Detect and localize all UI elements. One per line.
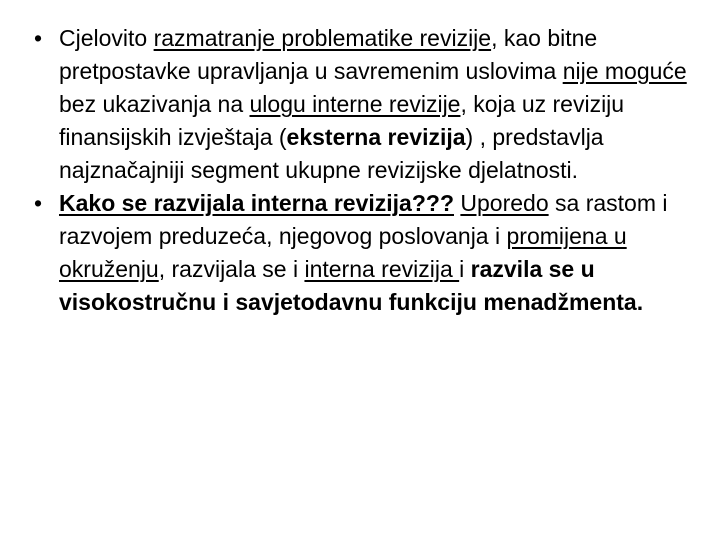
text-run: ) , predstavlja najznačajniji segment ukupne revizijske djelatnosti. [59,124,604,183]
bullet-icon: • [33,190,43,216]
bullet-text [59,25,687,183]
question-heading: Kako se razvijala interna revizija??? [59,190,454,216]
underlined-phrase: interna revizija [304,256,460,282]
bullet-text [59,190,668,315]
text-run: Cjelovito [59,25,154,51]
underlined-phrase: razmatranje problematike revizije [153,25,492,51]
underlined-phrase: Uporedo [460,190,549,216]
bullet-icon: • [33,25,43,51]
text-run: i [459,256,471,282]
bold-phrase: eksterna revizija [286,124,466,150]
bold-phrase: razvila se u visokostručnu i savjetodavnu funkciju menadžmenta. [59,256,644,315]
underlined-phrase: promijena u okruženju [59,223,627,282]
text-run: , koja uz reviziju finansijskih izvještaja ( [59,91,625,150]
bullet-item-1 [28,22,696,187]
bullet-item-2 [28,187,696,319]
text-run: bez ukazivanja na [59,91,250,117]
bullet-list [28,22,696,319]
text-run: sa rastom i razvojem preduzeća, njegovog poslovanja i [59,190,668,249]
text-run: , kao bitne pretpostavke upravljanja u savremenim uslovima [59,25,598,84]
text-run: , razvijala se i [158,256,305,282]
underlined-phrase: nije moguće [562,58,687,84]
underlined-phrase: ulogu interne revizije [249,91,461,117]
